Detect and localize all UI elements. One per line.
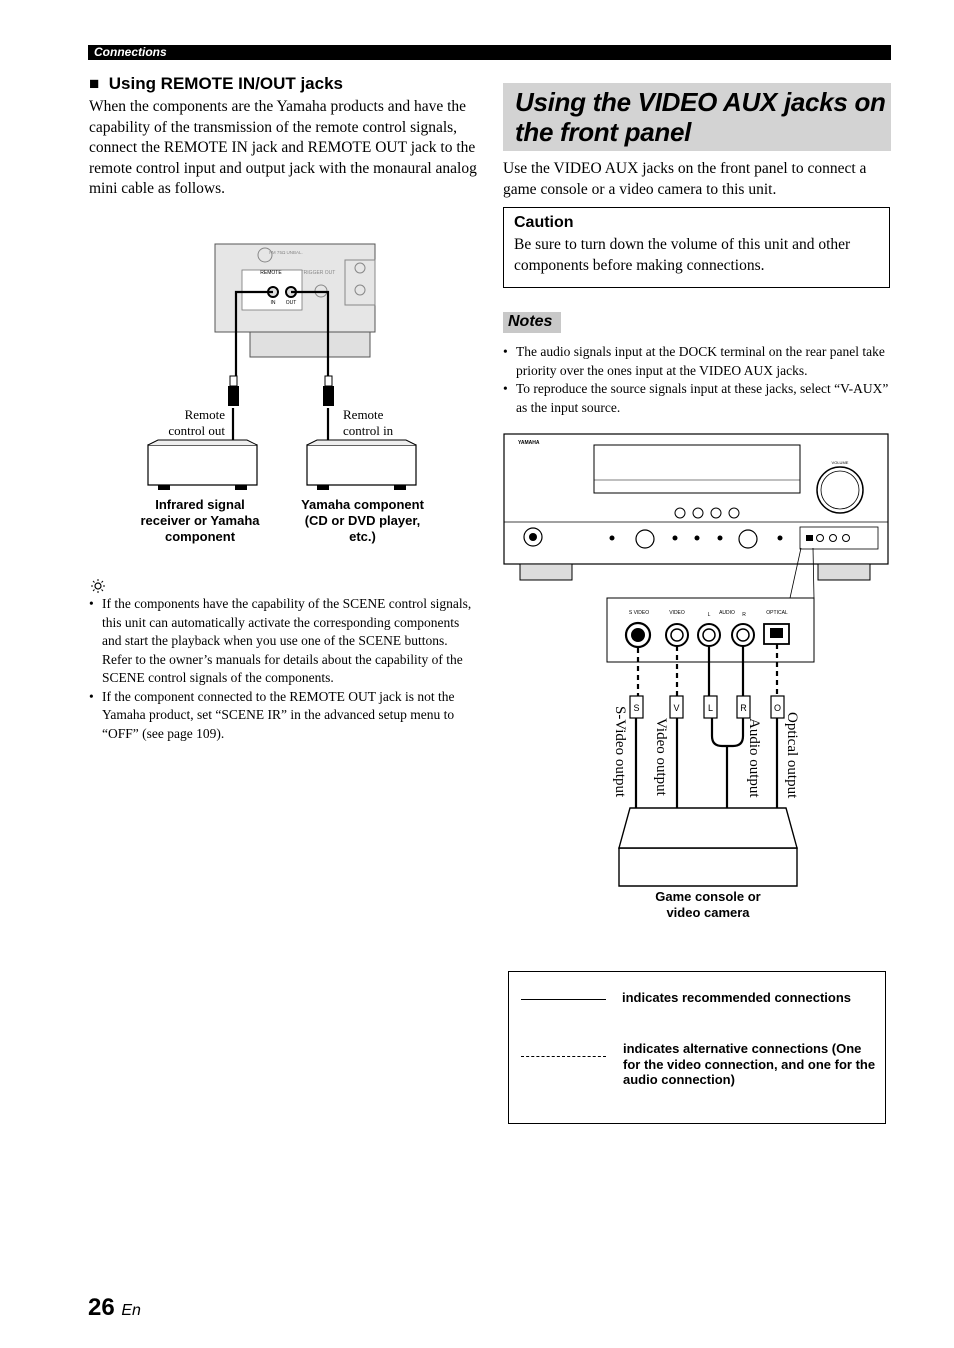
out-jack-label: OUT: [285, 300, 297, 306]
tip-item: • If the components have the capability of the SCENE control signals, this unit can automatically activate the corresponding components and start the playback when you use one of the SCENE buttons. Refer to the owner’s manuals for details about the capability of the SCENE control signals of the components.: [89, 595, 479, 688]
remote-out-line1: Remote: [184, 407, 225, 422]
tips-list: [89, 595, 479, 743]
remote-in-line2: control in: [343, 422, 394, 438]
caution-title: Caution: [514, 214, 574, 231]
video-output-label: Video output: [653, 718, 669, 796]
dashed-line-sample: [521, 1056, 606, 1057]
heading-square-icon: ■: [89, 74, 100, 93]
solid-line-sample: [521, 999, 606, 1000]
fm-label: FM 75Ω UNBAL.: [269, 250, 303, 255]
section-header-label: Connections: [94, 45, 167, 59]
svideo-jack-label: S VIDEO: [628, 610, 650, 616]
plug-r-label: R: [740, 703, 747, 713]
page-number-value: 26: [88, 1294, 115, 1321]
connection-legend: [508, 971, 886, 1124]
remote-jack-label: REMOTE: [260, 270, 282, 276]
tip-item: • If the component connected to the REMOTE OUT jack is not the Yamaha product, set “SCENE IR” in the advanced setup menu to “OFF” (see page 109).: [89, 688, 479, 744]
plug-l-label: L: [707, 703, 714, 713]
legend-dashed-text: indicates alternative connections (One for the video connection, and one for the audio connection): [623, 1041, 876, 1087]
audio-r-label: R: [742, 612, 746, 618]
video-aux-diagram: [500, 428, 894, 898]
remote-section-heading: [89, 74, 343, 94]
volume-label: VOLUME: [831, 460, 849, 465]
optical-jack-label: OPTICAL: [766, 610, 788, 616]
page-title: Using the VIDEO AUX jacks on the front panel: [515, 87, 886, 147]
trigger-label: TRIGGER OUT: [300, 270, 336, 276]
notes-tag: [503, 312, 561, 333]
svideo-output-label: S-Video output: [612, 706, 628, 798]
legend-solid-text: indicates recommended connections: [622, 990, 852, 1005]
ir-receiver-caption: Infrared signal receiver or Yamaha component: [140, 497, 260, 544]
notes-list: [503, 343, 891, 417]
audio-output-label: Audio output: [746, 718, 762, 798]
receiver-rear-panel: [215, 244, 375, 357]
in-jack-label: IN: [270, 300, 276, 306]
game-console-caption: Game console or video camera: [655, 889, 761, 920]
yamaha-component-caption: Yamaha component (CD or DVD player, etc.): [301, 497, 424, 544]
note-item: • The audio signals input at the DOCK terminal on the rear panel take priority over the ones input at the VIDEO AUX jacks.: [503, 343, 891, 380]
video-jack-label: VIDEO: [669, 610, 685, 616]
page-number: [88, 1294, 141, 1322]
remote-paragraph: When the components are the Yamaha products and have the capability of the transmission of the remote control signals, connect the REMOTE IN jack and REMOTE OUT jack to the remote control input and output jack with the monaural analog mini cable as follows.: [89, 98, 477, 197]
note-item: • To reproduce the source signals input at these jacks, select “V-AUX” as the input source.: [503, 380, 891, 417]
plug-v-label: V: [673, 703, 680, 713]
mini-plug-right: [323, 376, 334, 406]
page-language: En: [121, 1302, 141, 1319]
plug-s-label: S: [633, 703, 640, 713]
tip-bulb-icon: [89, 578, 107, 594]
remote-control-out-label: [150, 407, 225, 438]
mini-plug-left: [228, 376, 239, 406]
video-aux-intro: Use the VIDEO AUX jacks on the front panel to connect a game console or a video camera to this unit.: [503, 160, 867, 198]
plug-o-label: O: [773, 703, 782, 713]
remote-heading-text: Using REMOTE IN/OUT jacks: [108, 74, 343, 93]
remote-out-line2: control out: [168, 422, 225, 438]
receiver-front-panel: [504, 434, 888, 580]
audio-jack-label: AUDIO: [719, 610, 735, 616]
video-aux-title-box: [503, 83, 891, 151]
ir-receiver-box: [148, 440, 257, 490]
caution-box: [503, 207, 890, 288]
remote-connection-diagram: [140, 240, 440, 502]
remote-control-in-label: [343, 407, 423, 438]
remote-in-line1: Remote: [343, 407, 384, 422]
section-header-bar: [88, 45, 891, 60]
brand-logo: YAMAHA: [518, 440, 540, 446]
caution-text: Be sure to turn down the volume of this unit and other components before making connections.: [514, 236, 851, 274]
optical-output-label: Optical output: [784, 712, 800, 799]
notes-title: Notes: [508, 313, 553, 330]
game-console-box: [619, 808, 797, 886]
plugs: [630, 696, 784, 718]
audio-l-label: L: [707, 612, 711, 618]
yamaha-component-box: [307, 440, 416, 490]
